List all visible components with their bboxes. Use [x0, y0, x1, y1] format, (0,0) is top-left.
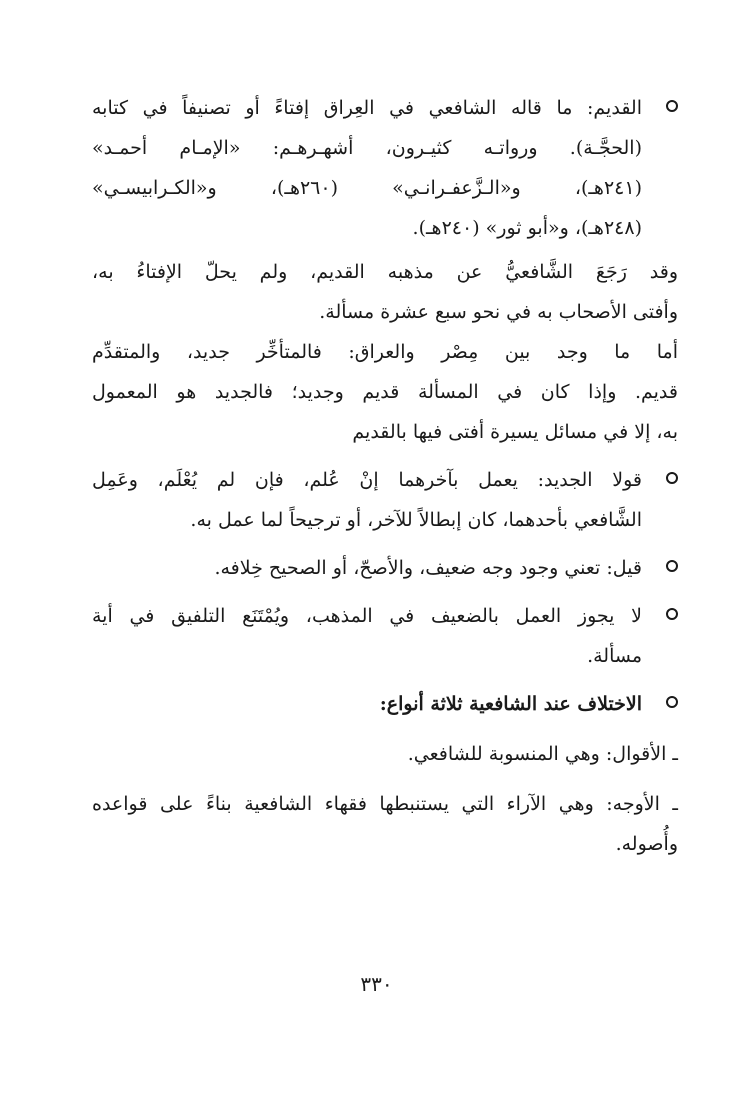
- text-line: وأُصوله.: [615, 833, 678, 855]
- paragraph-egypt-iraq: [92, 332, 678, 452]
- text-line: قديم. وإذا كان في المسألة قديم وجديد؛ فالجديد هو المعمول: [92, 381, 678, 403]
- text-line: أما ما وجد بين مِصْر والعراق: فالمتأخِّر جديد، والمتقدِّم: [92, 341, 678, 363]
- text-line: الاختلاف عند الشافعية ثلاثة أنواع:: [379, 693, 642, 715]
- paragraph-weak-opinion: [92, 596, 678, 676]
- circle-bullet-icon: [666, 608, 678, 620]
- page-number: ٣٣٠: [360, 972, 393, 996]
- circle-bullet-icon: [666, 696, 678, 708]
- text-line: وأفتى الأصحاب به في نحو سبع عشرة مسألة.: [319, 301, 678, 323]
- text-line: قيل: تعني وجود وجه ضعيف، والأصحّ، أو الصحيح خِلافه.: [214, 557, 642, 579]
- paragraph-two-new-sayings: [92, 460, 678, 540]
- text-line: قولا الجديد: يعمل بآخرهما إنْ عُلم، فإن لم يُعْلَم، وعَمِل: [92, 469, 642, 491]
- circle-bullet-icon: [666, 472, 678, 484]
- paragraph-retraction: [92, 252, 678, 332]
- page-body: [92, 88, 678, 864]
- text-line: (الحجَّـة). ورواتـه كثيـرون، أشهـرهـم: «الإمـام أحمـد»: [92, 137, 642, 159]
- text-line: ـ الأقوال: وهي المنسوبة للشافعي.: [407, 743, 678, 765]
- circle-bullet-icon: [666, 100, 678, 112]
- text-line: (٢٤١هـ)، و«الـزَّعفـرانـي» (٢٦٠هـ)، و«الكـرابيسـي»: [92, 177, 642, 199]
- text-line: القديم: ما قاله الشافعي في العِراق إفتاءً أو تصنيفاً في كتابه: [92, 97, 642, 119]
- text-line: الشَّافعي بأحدهما، كان إبطالاً للآخر، أو ترجيحاً لما عمل به.: [190, 509, 642, 531]
- text-line: به، إلا في مسائل يسيرة أفتى فيها بالقديم: [352, 421, 678, 443]
- paragraph-awjuh: [92, 784, 678, 864]
- paragraph-qila: [92, 548, 678, 588]
- heading-disagreement-types: [92, 684, 678, 724]
- paragraph-old-school: [92, 88, 678, 248]
- text-line: لا يجوز العمل بالضعيف في المذهب، ويُمْتَنَع التلفيق في أية: [92, 605, 642, 627]
- text-line: وقد رَجَعَ الشَّافعيُّ عن مذهبه القديم، ولم يحلّ الإفتاءُ به،: [92, 261, 678, 283]
- circle-bullet-icon: [666, 560, 678, 572]
- text-line: ـ الأوجه: وهي الآراء التي يستنبطها فقهاء الشافعية بناءً على قواعده: [92, 793, 678, 815]
- paragraph-aqwal: [92, 734, 678, 774]
- text-line: (٢٤٨هـ)، و«أبو ثور» (٢٤٠هـ).: [412, 217, 642, 239]
- text-line: مسألة.: [587, 645, 642, 667]
